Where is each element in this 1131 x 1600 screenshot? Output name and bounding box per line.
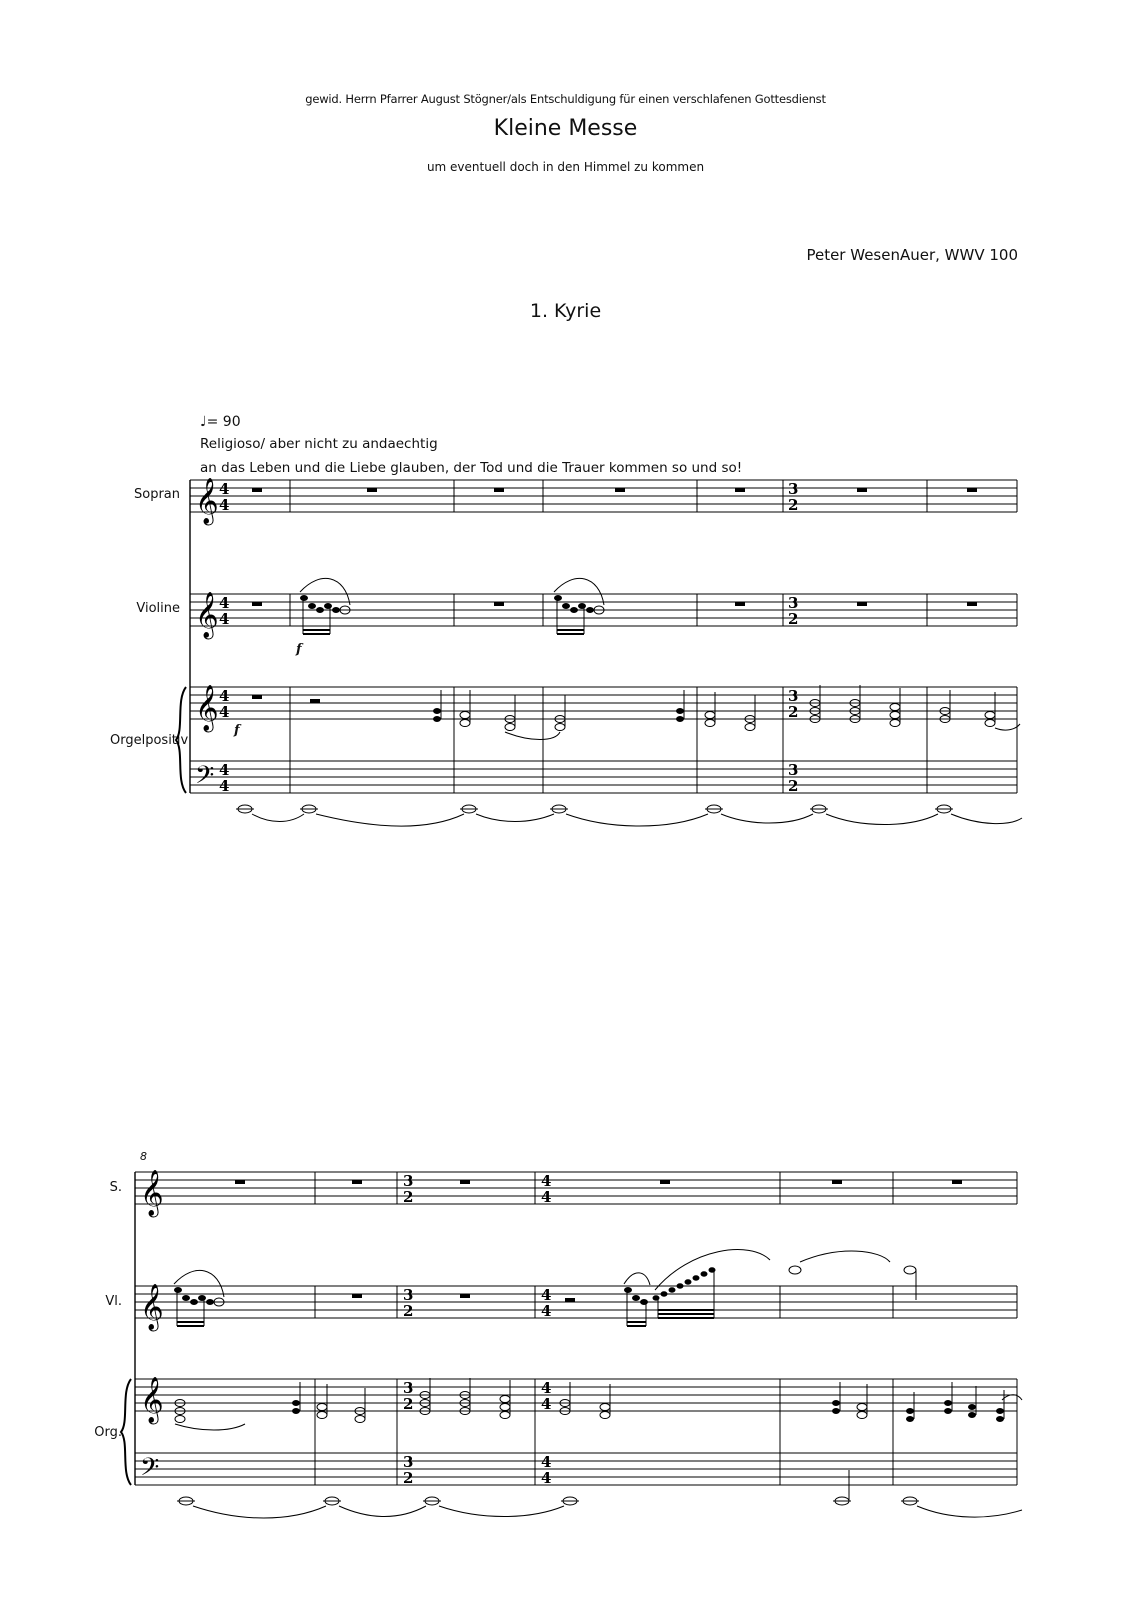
svg-text:3: 3 (788, 594, 799, 612)
tempo-marking: ♩= 90 (200, 414, 241, 430)
svg-text:4: 4 (219, 594, 230, 612)
staff-violin-2 (135, 1286, 1017, 1318)
svg-text:2: 2 (403, 1395, 414, 1413)
svg-text:4: 4 (541, 1172, 552, 1190)
svg-text:4: 4 (219, 687, 230, 705)
svg-text:4: 4 (541, 1188, 552, 1206)
dynamic-forte-organ: f (234, 723, 240, 738)
svg-text:𝄞: 𝄞 (195, 592, 219, 638)
time-sig-4-4 (219, 480, 229, 795)
instrument-label-organ: Orgelpositiv (110, 733, 189, 748)
score-title: Kleine Messe (493, 116, 638, 141)
instrument-label-organ-short: Org. (94, 1425, 122, 1440)
dedication-text: gewid. Herrn Pfarrer August Stögner/als Entschuldigung für einen verschlafenen Gottesdienst (305, 92, 826, 106)
organ-brace-2 (121, 1379, 131, 1485)
measure-number: 8 (140, 1150, 147, 1163)
svg-text:4: 4 (219, 610, 230, 628)
svg-text:𝄢: 𝄢 (195, 761, 215, 796)
organ-brace (176, 687, 186, 793)
staff-organ-bass (190, 761, 1017, 793)
staff-soprano-2 (135, 1172, 1017, 1204)
svg-text:3: 3 (403, 1286, 414, 1304)
svg-text:4: 4 (219, 703, 230, 721)
organ-chords-system-2 (175, 1378, 1022, 1430)
svg-text:𝄞: 𝄞 (140, 1170, 164, 1216)
svg-text:4: 4 (219, 777, 230, 795)
svg-text:2: 2 (788, 703, 799, 721)
svg-text:𝄞: 𝄞 (195, 685, 219, 731)
system-1 (176, 480, 1017, 793)
svg-text:3: 3 (788, 761, 799, 779)
svg-text:4: 4 (219, 761, 230, 779)
svg-text:3: 3 (403, 1379, 414, 1397)
organ-chords-system-1 (434, 685, 1021, 740)
instrument-label-soprano: Sopran (133, 487, 180, 502)
staff-soprano (190, 480, 1017, 512)
svg-text:2: 2 (403, 1188, 414, 1206)
svg-text:𝄞: 𝄞 (140, 1284, 164, 1330)
svg-text:4: 4 (541, 1469, 552, 1487)
clefs-system-1 (195, 478, 798, 796)
movement-title: 1. Kyrie (529, 300, 602, 322)
barlines-system-2 (315, 1172, 1017, 1485)
instrument-label-violin: Violine (136, 601, 180, 616)
staff-organ-treble-2 (135, 1379, 1017, 1411)
svg-text:4: 4 (541, 1453, 552, 1471)
staff-organ-bass-2 (135, 1453, 1017, 1485)
time-sig-4-4-s2 (541, 1172, 551, 1487)
svg-text:𝄢: 𝄢 (140, 1453, 160, 1488)
expression-marking: Religioso/ aber nicht zu andaechtig (200, 436, 438, 452)
time-sig-3-2-s2 (403, 1172, 413, 1487)
svg-text:4: 4 (219, 496, 230, 514)
svg-text:𝄞: 𝄞 (140, 1377, 164, 1423)
svg-text:2: 2 (403, 1469, 414, 1487)
svg-text:𝄞: 𝄞 (195, 478, 219, 524)
rests-system-1 (252, 488, 977, 703)
rests-system-2 (235, 1180, 962, 1302)
svg-text:4: 4 (541, 1302, 552, 1320)
svg-text:4: 4 (541, 1379, 552, 1397)
svg-text:3: 3 (788, 480, 799, 498)
violin-run-4 (624, 1250, 916, 1326)
svg-text:4: 4 (541, 1395, 552, 1413)
clefs-system-2 (140, 1170, 551, 1488)
svg-text:3: 3 (788, 687, 799, 705)
organ-bass-system-1 (236, 805, 1022, 826)
svg-text:4: 4 (219, 480, 230, 498)
dynamic-forte-violin: f (296, 642, 302, 657)
svg-text:2: 2 (788, 777, 799, 795)
expression-marking-2: an das Leben und die Liebe glauben, der Tod und die Trauer kommen so und so! (200, 460, 743, 476)
svg-text:2: 2 (788, 496, 799, 514)
composer-credit: Peter WesenAuer, WWV 100 (806, 246, 1018, 264)
svg-text:4: 4 (541, 1286, 552, 1304)
time-sig-3-2 (788, 480, 798, 795)
svg-text:2: 2 (403, 1302, 414, 1320)
system-2 (121, 1172, 1017, 1485)
instrument-label-violin-short: Vl. (105, 1294, 122, 1309)
score-subtitle: um eventuell doch in den Himmel zu kommen (426, 160, 705, 174)
svg-text:2: 2 (788, 610, 799, 628)
svg-text:3: 3 (403, 1172, 414, 1190)
barlines-system-1 (290, 480, 1017, 793)
instrument-label-soprano-short: S. (109, 1180, 122, 1195)
svg-text:3: 3 (403, 1453, 414, 1471)
